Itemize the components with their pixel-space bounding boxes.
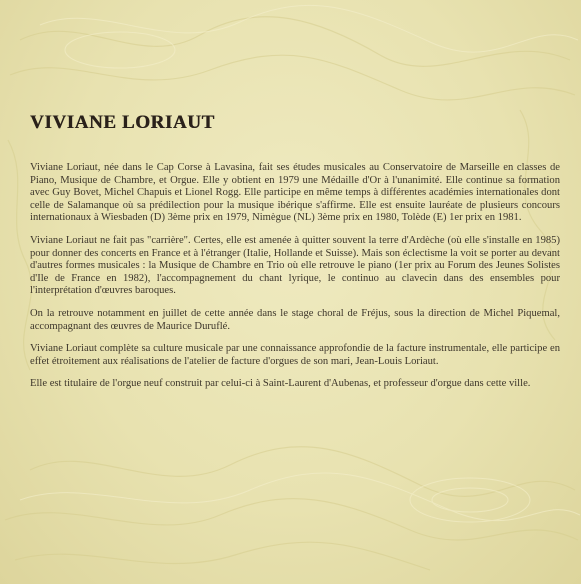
document-body	[30, 162, 560, 401]
paragraph-1: Viviane Loriaut, née dans le Cap Corse à Lavasina, fait ses études musicales au Conservatoire de Marseille en classes de Piano, Musique de Chambre, et Orgue. Elle y obtient en 1979 une Médaille d'Or à l'unanimité. Elle continue sa formation avec Guy Bovet, Michel Chapuis et Lionel Rogg. Elle participe en même temps à différentes académies internationales dont celle de Salamanque où sa prédilection pour la musique ibérique s'affirme. Elle est ensuite lauréate de plusieurs concours internationaux à Wiesbaden (D) 3ème prix en 1979, Nimègue (NL) 3ème prix en 1980, Tolède (E) 1er prix en 1981.	[30, 162, 560, 224]
document	[30, 112, 560, 390]
paragraph-2: Viviane Loriaut ne fait pas "carrière". Certes, elle est amenée à quitter souvent la terre d'Ardèche (où elle s'installe en 1985) pour donner des concerts en France et à l'étranger (Italie, Hollande et Suisse). Mais son éclectisme la voit se porter au devant d'autres formes musicales : la Musique de Chambre en Trio où elle retrouve le piano (1er prix au Forum des Jeunes Solistes d'Ile de France en 1982), l'accompagnement du chant lyrique, le continuo au clavecin dans des ensembles pour l'interprétation d'œuvres baroques.	[30, 234, 560, 297]
paragraph-4: Viviane Loriaut complète sa culture musicale par une connaissance approfondie de la facture instrumentale, elle participe en effet étroitement aux réalisations de l'atelier de facture d'orgues de son mari, Jean-Louis Loriaut.	[30, 343, 560, 367]
document-title: VIVIANE LORIAUT	[30, 112, 215, 133]
paragraph-3: On la retrouve notamment en juillet de cette année dans le stage choral de Fréjus, sous la direction de Michel Piquemal, accompagnant des œuvres de Maurice Duruflé.	[30, 307, 560, 332]
paragraph-5: Elle est titulaire de l'orgue neuf construit par celui-ci à Saint-Laurent d'Aubenas, et professeur d'orgue dans cette ville.	[30, 378, 531, 390]
